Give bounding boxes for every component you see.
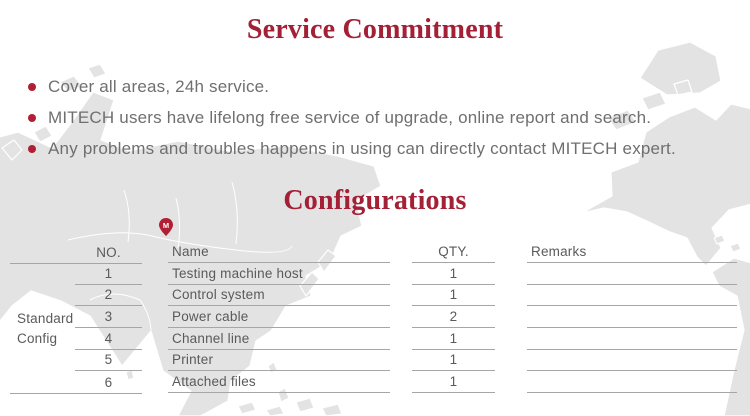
cell-remarks <box>527 285 737 307</box>
cell-no: 5 <box>75 350 142 372</box>
cell-qty: 1 <box>412 350 495 372</box>
bullet-dot-icon <box>28 145 36 153</box>
cell-name: Attached files <box>168 371 390 393</box>
table-column-remarks <box>527 240 737 393</box>
cell-remarks <box>527 306 737 328</box>
column-header-remarks: Remarks <box>527 240 737 263</box>
cell-name: Printer <box>168 350 390 372</box>
cell-qty: 1 <box>412 285 495 307</box>
map-pin-icon <box>159 218 173 236</box>
cell-remarks <box>527 350 737 372</box>
list-item <box>28 71 676 102</box>
bullet-dot-icon <box>28 83 36 91</box>
cell-no: 1 <box>75 263 142 285</box>
column-header-qty: QTY. <box>412 240 495 263</box>
cell-name: Power cable <box>168 306 390 328</box>
list-item <box>28 133 676 164</box>
cell-no: 6 <box>104 374 113 390</box>
cell-no: 4 <box>75 328 142 350</box>
cell-remarks <box>527 263 737 285</box>
bullet-text: MITECH users have lifelong free service of upgrade, online report and search. <box>48 107 652 127</box>
table-column-name <box>168 240 390 393</box>
bullet-dot-icon <box>28 114 36 122</box>
bullet-text: Any problems and troubles happens in using can directly contact MITECH expert. <box>48 138 676 158</box>
table-column-no <box>75 240 142 393</box>
cell-qty: 1 <box>412 328 495 350</box>
cell-qty: 1 <box>412 371 495 393</box>
cell-qty: 1 <box>412 263 495 285</box>
cell-qty: 2 <box>412 306 495 328</box>
service-commitment-title: Service Commitment <box>246 14 504 45</box>
cell-no: 3 <box>75 306 142 328</box>
bullet-text: Cover all areas, 24h service. <box>48 76 270 96</box>
cell-remarks <box>527 371 737 393</box>
cell-name: Testing machine host <box>168 263 390 285</box>
configurations-title: Configurations <box>283 185 467 216</box>
service-bullet-list <box>28 71 676 164</box>
group-label: Standard Config <box>17 310 74 346</box>
cell-remarks <box>527 328 737 350</box>
cell-name: Channel line <box>168 328 390 350</box>
table-column-qty <box>412 240 495 393</box>
pin-glyph: M <box>162 220 170 230</box>
list-item <box>28 102 676 133</box>
column-header-no: NO. <box>96 245 121 260</box>
cell-no: 2 <box>75 285 142 307</box>
cell-name: Control system <box>168 285 390 307</box>
column-header-name: Name <box>168 240 390 263</box>
